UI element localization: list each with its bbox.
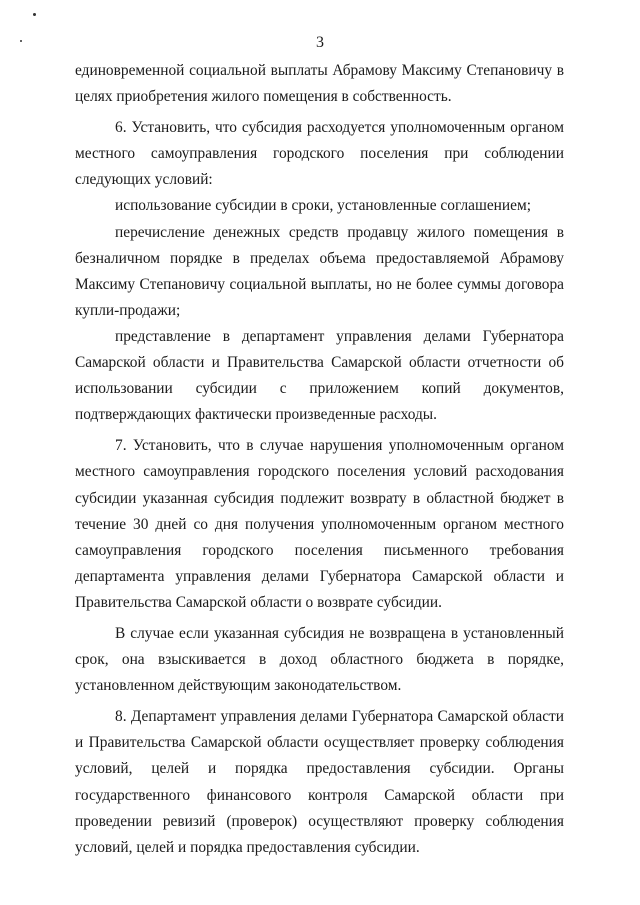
- paragraph-condition-3: представление в департамент управления делами Губернатора Самарской области и Правительства Самарской области отчетности об использовании субсидии с приложением копий документов, подтверждающих фактически произведенные расходы.: [75, 327, 564, 424]
- scan-dot: [33, 13, 36, 16]
- paragraph-continuation: единовременной социальной выплаты Абрамову Максиму Степановичу в целях приобретения жилого помещения в собственность.: [75, 62, 564, 106]
- paragraph-condition-1: использование субсидии в сроки, установленные соглашением;: [115, 197, 531, 215]
- paragraph-item-7-recovery: В случае если указанная субсидия не возвращена в установленный срок, она взыскивается в доход областного бюджета в порядке, установленном действующим законодательством.: [75, 624, 564, 695]
- document-body: [75, 58, 564, 861]
- paragraph-item-6: 6. Установить, что субсидия расходуется уполномоченным органом местного самоуправления городского поселения при соблюдении следующих условий:: [75, 119, 564, 189]
- paragraph-condition-2: перечисление денежных средств продавцу жилого помещения в безналичном порядке в пределах объема предоставляемой Абрамову Максиму Степановичу социальной выплаты, но не более суммы договора купли-продажи;: [75, 223, 564, 319]
- paragraph-item-8: 8. Департамент управления делами Губернатора Самарской области и Правительства Самарской области осуществляет проверку соблюдения условий, целей и порядка предоставления субсидии. Органы государственного финансового контроля Самарской области при проведении ревизий (проверок) осуществляют проверку соблюдения условий, целей и порядка предоставления субсидии.: [75, 708, 564, 856]
- paragraph-item-7: 7. Установить, что в случае нарушения уполномоченным органом местного самоуправления городского поселения условий расходования субсидии указанная субсидия подлежит возврату в областной бюджет в течение 30 дней со дня получения уполномоченным органом местного самоуправления городского поселения письменного требования департамента управления делами Губернатора Самарской области и Правительства Самарской области о возврате субсидии.: [75, 437, 564, 611]
- page-number: 3: [316, 34, 324, 51]
